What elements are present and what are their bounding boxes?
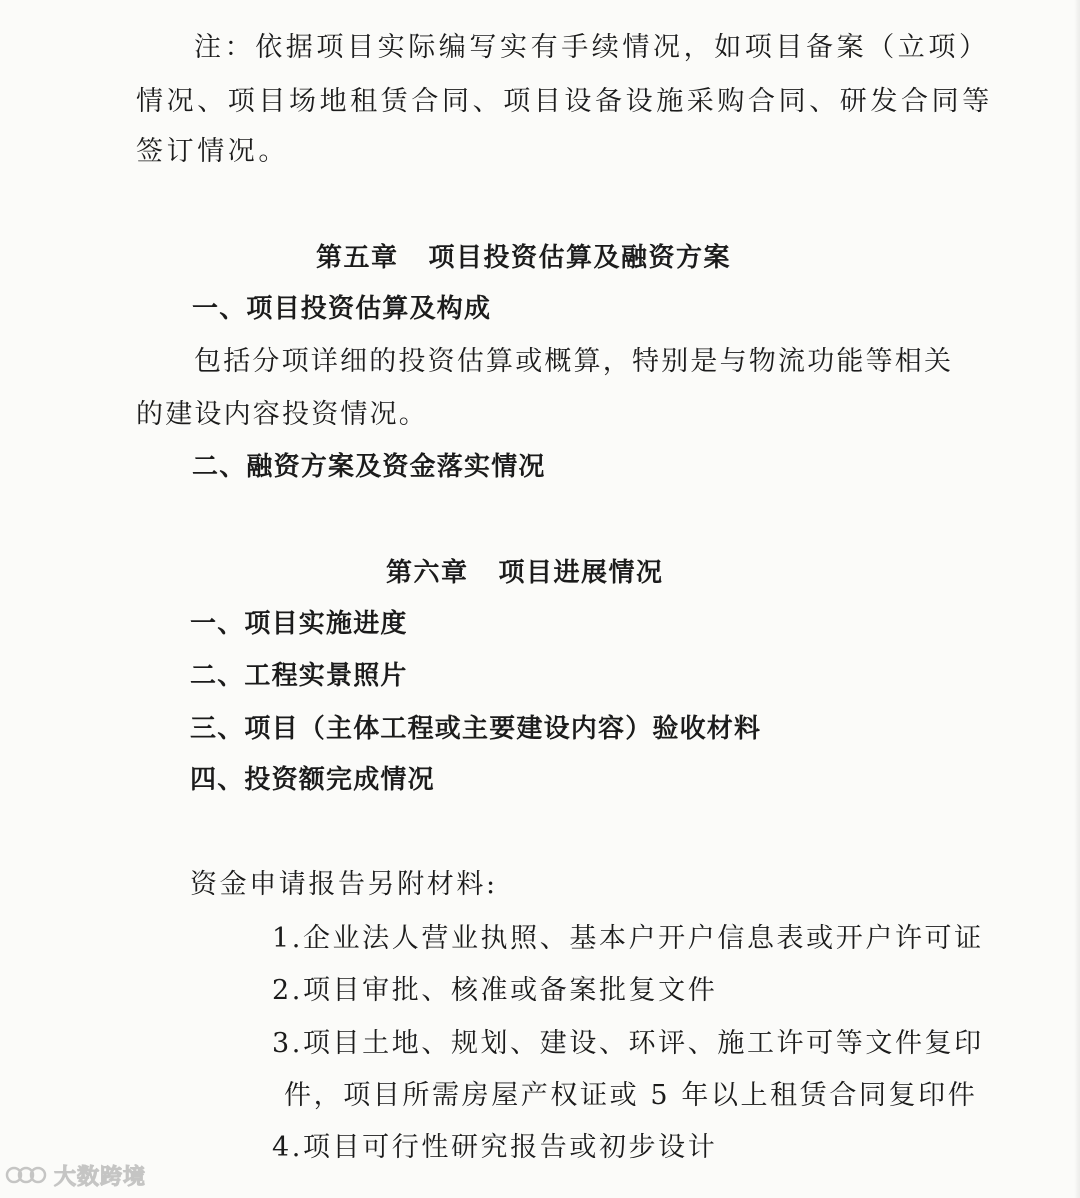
chapter-6-number: 第六章 bbox=[386, 558, 469, 588]
chapter-6-item-4: 四、投资额完成情况 bbox=[190, 765, 435, 795]
scan-edge-shadow bbox=[1074, 0, 1080, 1198]
note-line-2: 情况、项目场地租赁合同、项目设备设施采购合同、研发合同等 bbox=[136, 86, 993, 117]
chapter-5-section-1: 一、项目投资估算及构成 bbox=[192, 294, 492, 324]
chapter-5-section-2: 二、融资方案及资金落实情况 bbox=[192, 452, 546, 482]
note-line-1: 注：依据项目实际编写实有手续情况，如项目备案（立项） bbox=[194, 32, 990, 63]
watermark-text: 大数跨境 bbox=[54, 1164, 147, 1190]
attachments-intro: 资金申请报告另附材料: bbox=[190, 869, 498, 900]
chapter-6-item-1: 一、项目实施进度 bbox=[190, 609, 408, 639]
attachment-item-4: 4.项目可行性研究报告或初步设计 bbox=[272, 1132, 718, 1163]
attachment-item-3-continued: 件，项目所需房屋产权证或 5 年以上租赁合同复印件 bbox=[284, 1080, 978, 1111]
chapter-5-heading bbox=[316, 241, 731, 275]
chapter-6-item-3: 三、项目（主体工程或主要建设内容）验收材料 bbox=[190, 714, 762, 744]
chapter-5-para-1-line-1: 包括分项详细的投资估算或概算，特别是与物流功能等相关 bbox=[194, 346, 954, 377]
chapter-6-item-2: 二、工程实景照片 bbox=[190, 661, 408, 691]
chapter-5-para-1-line-2: 的建设内容投资情况。 bbox=[136, 399, 428, 430]
brand-logo-icon bbox=[4, 1160, 48, 1190]
attachment-item-3: 3.项目土地、规划、建设、环评、施工许可等文件复印 bbox=[272, 1028, 984, 1059]
watermark bbox=[4, 1158, 146, 1192]
attachment-item-2: 2.项目审批、核准或备案批复文件 bbox=[272, 975, 718, 1006]
chapter-5-number: 第五章 bbox=[316, 243, 399, 273]
attachment-item-1: 1.企业法人营业执照、基本户开户信息表或开户许可证 bbox=[272, 923, 984, 954]
chapter-6-heading bbox=[386, 556, 664, 590]
chapter-5-title: 项目投资估算及融资方案 bbox=[428, 243, 732, 273]
chapter-6-title: 项目进展情况 bbox=[498, 558, 664, 588]
note-line-3: 签订情况。 bbox=[136, 136, 289, 167]
